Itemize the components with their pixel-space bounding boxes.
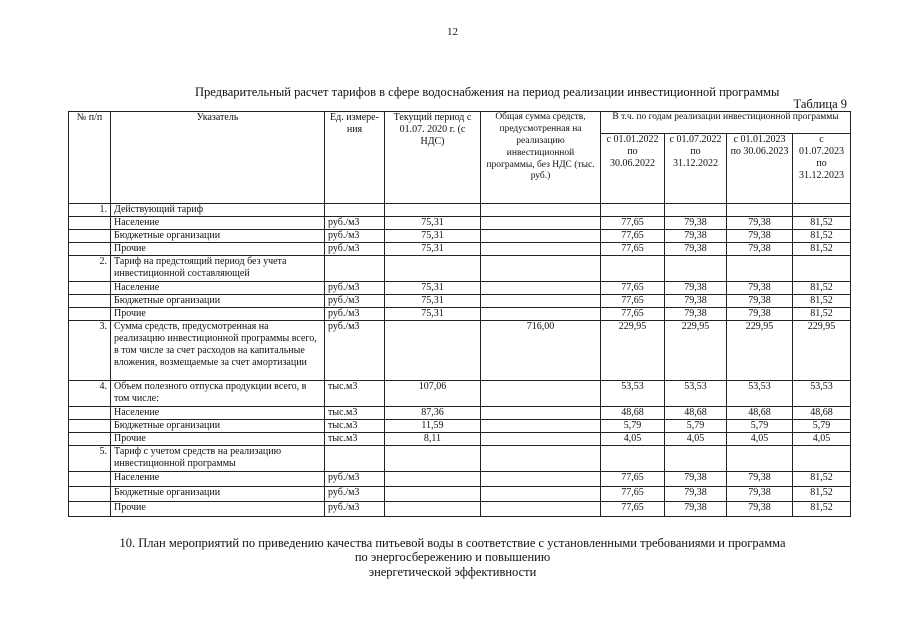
row-indicator: Население: [111, 472, 325, 487]
row-period-value: 229,95: [727, 321, 793, 381]
row-total-sum: [481, 487, 601, 502]
row-current-value: [385, 472, 481, 487]
row-current-value: 11,59: [385, 420, 481, 433]
row-period-value: 79,38: [665, 502, 727, 517]
row-current-value: 8,11: [385, 433, 481, 446]
row-period-value: [793, 204, 851, 217]
row-period-value: [793, 256, 851, 282]
row-period-value: 77,65: [601, 295, 665, 308]
row-total-sum: [481, 502, 601, 517]
row-unit: руб./м3: [325, 243, 385, 256]
row-unit: руб./м3: [325, 321, 385, 381]
row-period-value: 79,38: [665, 282, 727, 295]
row-period-value: 79,38: [665, 295, 727, 308]
row-indicator: Бюджетные организации: [111, 295, 325, 308]
row-number: [69, 407, 111, 420]
row-period-value: 79,38: [727, 487, 793, 502]
row-period-value: 79,38: [665, 243, 727, 256]
header-period: с 01.01.2022 по 30.06.2022: [601, 134, 665, 204]
row-unit: [325, 446, 385, 472]
section-heading-line: по энергосбережению и повышению: [354, 550, 551, 565]
row-total-sum: [481, 282, 601, 295]
row-period-value: 53,53: [665, 381, 727, 407]
row-unit: руб./м3: [325, 230, 385, 243]
row-current-value: [385, 204, 481, 217]
row-number: [69, 282, 111, 295]
table-row: [69, 243, 851, 256]
row-indicator: Население: [111, 282, 325, 295]
table-row: [69, 420, 851, 433]
row-indicator: Прочие: [111, 308, 325, 321]
row-period-value: 81,52: [793, 230, 851, 243]
row-total-sum: [481, 243, 601, 256]
row-current-value: 75,31: [385, 243, 481, 256]
row-total-sum: [481, 230, 601, 243]
table-label: Таблица 9: [793, 97, 847, 111]
section-heading-line: энергетической эффективности: [368, 564, 537, 579]
row-period-value: 79,38: [665, 487, 727, 502]
row-period-value: 5,79: [665, 420, 727, 433]
row-period-value: 77,65: [601, 308, 665, 321]
row-indicator: Сумма средств, предусмотренная на реализацию инвестиционной программы всего, в том числе за счет расходов на капитальные вложения, возмещаемые за счет амортизации: [111, 321, 325, 381]
row-number: 2.: [69, 256, 111, 282]
row-period-value: 79,38: [727, 230, 793, 243]
row-period-value: [601, 204, 665, 217]
row-period-value: 81,52: [793, 217, 851, 230]
row-period-value: 4,05: [793, 433, 851, 446]
table-row: [69, 308, 851, 321]
row-indicator: Бюджетные организации: [111, 420, 325, 433]
table-row: [69, 282, 851, 295]
row-unit: [325, 204, 385, 217]
row-period-value: 81,52: [793, 472, 851, 487]
header-unit: Ед. измере- ния: [325, 112, 385, 204]
row-number: [69, 217, 111, 230]
row-period-value: 229,95: [665, 321, 727, 381]
row-period-value: 77,65: [601, 243, 665, 256]
table-row: [69, 433, 851, 446]
document-title: Предварительный расчет тарифов в сфере водоснабжения на период реализации инвестиционной программы: [195, 85, 780, 99]
row-unit: тыс.м3: [325, 381, 385, 407]
row-period-value: 81,52: [793, 308, 851, 321]
row-period-value: 79,38: [727, 217, 793, 230]
row-number: [69, 295, 111, 308]
row-unit: руб./м3: [325, 295, 385, 308]
row-total-sum: [481, 446, 601, 472]
row-period-value: 81,52: [793, 243, 851, 256]
row-unit: тыс.м3: [325, 433, 385, 446]
row-period-value: [665, 256, 727, 282]
row-current-value: 75,31: [385, 282, 481, 295]
row-indicator: Тариф с учетом средств на реализацию инвестиционной программы: [111, 446, 325, 472]
table-row: [69, 321, 851, 381]
table-row: [69, 502, 851, 517]
row-period-value: 4,05: [727, 433, 793, 446]
row-current-value: [385, 487, 481, 502]
table-row: [69, 204, 851, 217]
row-number: [69, 420, 111, 433]
row-number: 5.: [69, 446, 111, 472]
row-period-value: 229,95: [793, 321, 851, 381]
header-by-years: В т.ч. по годам реализации инвестиционной программы: [601, 112, 851, 134]
row-current-value: [385, 321, 481, 381]
row-number: 3.: [69, 321, 111, 381]
row-number: [69, 487, 111, 502]
table-row: [69, 256, 851, 282]
row-period-value: 5,79: [601, 420, 665, 433]
row-period-value: [601, 446, 665, 472]
row-period-value: 79,38: [665, 472, 727, 487]
row-number: [69, 243, 111, 256]
section-heading: [0, 536, 905, 579]
row-period-value: 5,79: [793, 420, 851, 433]
row-period-value: 53,53: [727, 381, 793, 407]
row-period-value: 4,05: [601, 433, 665, 446]
row-period-value: 48,68: [727, 407, 793, 420]
row-total-sum: [481, 217, 601, 230]
row-number: 1.: [69, 204, 111, 217]
table-row: [69, 472, 851, 487]
row-period-value: 79,38: [727, 295, 793, 308]
row-period-value: 79,38: [727, 502, 793, 517]
row-total-sum: 716,00: [481, 321, 601, 381]
row-indicator: Население: [111, 407, 325, 420]
row-current-value: 75,31: [385, 217, 481, 230]
row-period-value: 5,79: [727, 420, 793, 433]
row-indicator: Население: [111, 217, 325, 230]
header-num: № п/п: [69, 112, 111, 204]
row-current-value: 107,06: [385, 381, 481, 407]
row-period-value: 48,68: [665, 407, 727, 420]
row-indicator: Действующий тариф: [111, 204, 325, 217]
row-total-sum: [481, 295, 601, 308]
row-period-value: 77,65: [601, 217, 665, 230]
row-indicator: Прочие: [111, 433, 325, 446]
row-total-sum: [481, 472, 601, 487]
header-total-sum: Общая сумма средств, предусмотренная на реализацию инвестиционной программы, без НДС (тыс. руб.): [481, 112, 601, 204]
row-number: 4.: [69, 381, 111, 407]
row-current-value: 75,31: [385, 295, 481, 308]
table-row: [69, 230, 851, 243]
row-period-value: 81,52: [793, 282, 851, 295]
row-period-value: 4,05: [665, 433, 727, 446]
row-unit: руб./м3: [325, 217, 385, 230]
row-period-value: [793, 446, 851, 472]
row-period-value: 77,65: [601, 487, 665, 502]
row-period-value: 77,65: [601, 502, 665, 517]
row-indicator: Тариф на предстоящий период без учета инвестиционной составляющей: [111, 256, 325, 282]
row-period-value: 79,38: [665, 217, 727, 230]
row-unit: тыс.м3: [325, 420, 385, 433]
row-total-sum: [481, 308, 601, 321]
row-current-value: [385, 256, 481, 282]
tariff-table: [68, 111, 851, 517]
row-unit: руб./м3: [325, 487, 385, 502]
row-period-value: 79,38: [665, 308, 727, 321]
row-number: [69, 433, 111, 446]
row-total-sum: [481, 407, 601, 420]
row-period-value: [601, 256, 665, 282]
header-period: с 01.07.2023 по 31.12.2023: [793, 134, 851, 204]
table-row: [69, 381, 851, 407]
row-current-value: 75,31: [385, 230, 481, 243]
table-row: [69, 407, 851, 420]
row-period-value: 77,65: [601, 230, 665, 243]
row-period-value: 79,38: [665, 230, 727, 243]
table-row: [69, 295, 851, 308]
row-total-sum: [481, 256, 601, 282]
row-unit: руб./м3: [325, 472, 385, 487]
row-indicator: Бюджетные организации: [111, 230, 325, 243]
row-number: [69, 308, 111, 321]
row-period-value: 53,53: [601, 381, 665, 407]
row-unit: тыс.м3: [325, 407, 385, 420]
row-current-value: 87,36: [385, 407, 481, 420]
row-indicator: Прочие: [111, 243, 325, 256]
row-unit: руб./м3: [325, 282, 385, 295]
row-indicator: Бюджетные организации: [111, 487, 325, 502]
row-period-value: 81,52: [793, 502, 851, 517]
row-period-value: [665, 204, 727, 217]
row-period-value: 77,65: [601, 282, 665, 295]
row-period-value: 77,65: [601, 472, 665, 487]
row-period-value: [665, 446, 727, 472]
table-row: [69, 446, 851, 472]
row-total-sum: [481, 420, 601, 433]
row-period-value: [727, 256, 793, 282]
row-period-value: 229,95: [601, 321, 665, 381]
row-number: [69, 230, 111, 243]
row-total-sum: [481, 433, 601, 446]
row-number: [69, 502, 111, 517]
row-current-value: [385, 502, 481, 517]
row-period-value: [727, 204, 793, 217]
row-indicator: Объем полезного отпуска продукции всего, в том числе:: [111, 381, 325, 407]
header-indicator: Указатель: [111, 112, 325, 204]
row-current-value: 75,31: [385, 308, 481, 321]
row-indicator: Прочие: [111, 502, 325, 517]
row-period-value: 48,68: [601, 407, 665, 420]
header-period: с 01.01.2023 по 30.06.2023: [727, 134, 793, 204]
row-period-value: 79,38: [727, 282, 793, 295]
row-current-value: [385, 446, 481, 472]
row-unit: руб./м3: [325, 502, 385, 517]
header-period: с 01.07.2022 по 31.12.2022: [665, 134, 727, 204]
row-period-value: 79,38: [727, 308, 793, 321]
row-unit: [325, 256, 385, 282]
row-period-value: 79,38: [727, 472, 793, 487]
row-period-value: 81,52: [793, 295, 851, 308]
header-current-period: Текущий период с 01.07. 2020 г. (с НДС): [385, 112, 481, 204]
row-period-value: 79,38: [727, 243, 793, 256]
table-row: [69, 487, 851, 502]
table-row: [69, 217, 851, 230]
row-total-sum: [481, 204, 601, 217]
row-unit: руб./м3: [325, 308, 385, 321]
row-number: [69, 472, 111, 487]
row-period-value: 53,53: [793, 381, 851, 407]
row-period-value: 81,52: [793, 487, 851, 502]
page-number: 12: [447, 26, 458, 38]
section-heading-line: 10. План мероприятий по приведению качества питьевой воды в соответствие с установленными требованиями и программа: [119, 536, 786, 550]
row-period-value: 48,68: [793, 407, 851, 420]
row-total-sum: [481, 381, 601, 407]
row-period-value: [727, 446, 793, 472]
